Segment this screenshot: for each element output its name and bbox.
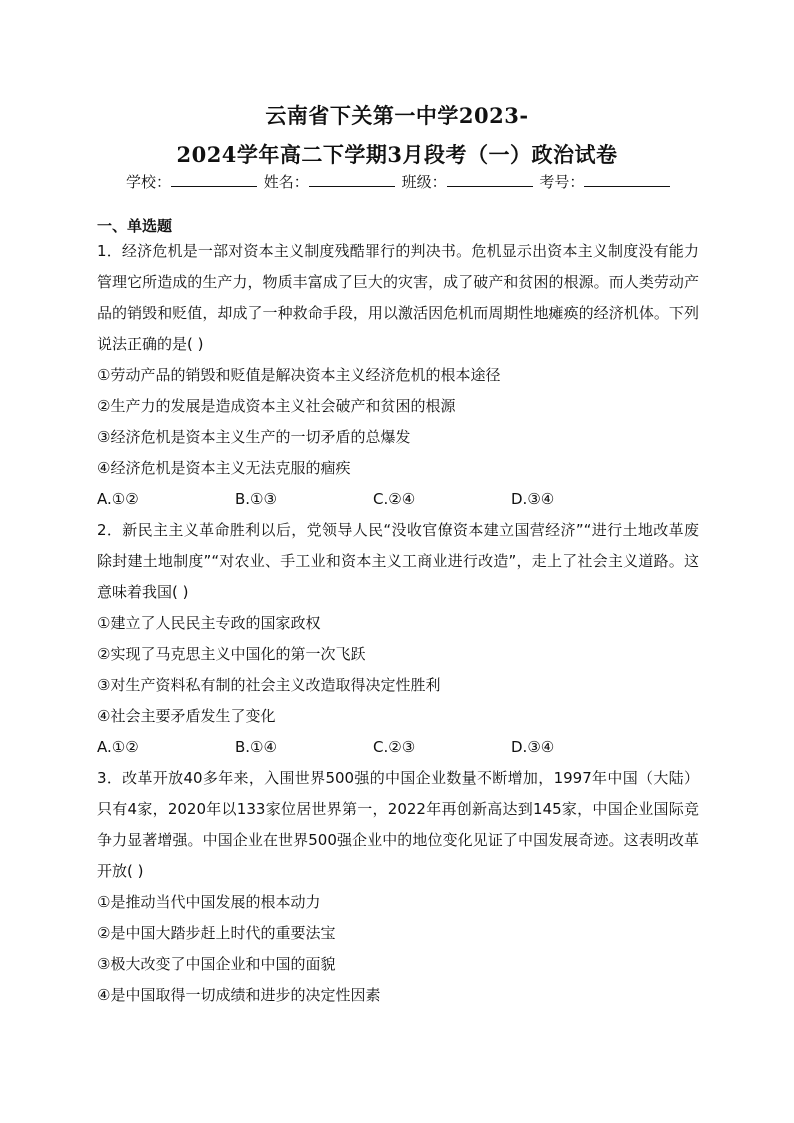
question-1-item: ①劳动产品的销毁和贬值是解决资本主义经济危机的根本途径 [97, 366, 501, 384]
question-2-item: ②实现了马克思主义中国化的第一次飞跃 [97, 645, 366, 663]
school-label: 学校： [126, 173, 172, 191]
student-info [126, 171, 672, 192]
question-3-item: ①是推动当代中国发展的根本动力 [97, 893, 321, 911]
question-2-item: ③对生产资料私有制的社会主义改造取得决定性胜利 [97, 676, 441, 694]
question-2-choices [97, 732, 699, 763]
question-2-item: ④社会主要矛盾发生了变化 [97, 707, 276, 725]
choice-b: B.①③ [235, 490, 277, 508]
name-label: 姓名： [263, 173, 309, 191]
class-blank[interactable] [447, 174, 533, 187]
page-title-line1: 云南省下关第一中学2023- [265, 103, 529, 128]
page-title-line2: 2024学年高二下学期3月段考（一）政治试卷 [176, 142, 618, 167]
number-label: 考号： [539, 173, 585, 191]
question-3-item: ②是中国大踏步赶上时代的重要法宝 [97, 924, 336, 942]
question-1-stem: 1．经济危机是一部对资本主义制度残酷罪行的判决书。危机显示出资本主义制度没有能力管理它所造成的生产力，物质丰富成了巨大的灾害，成了破产和贫困的根源。而人类劳动产品的销毁和贬值，却成了一种救命手段，用以激活因危机而周期性地瘫痪的经济机体。下列说法正确的是( ) [97, 242, 699, 353]
question-1-item: ④经济危机是资本主义无法克服的痼疾 [97, 459, 351, 477]
class-label: 班级： [401, 173, 447, 191]
choice-d: D.③④ [511, 738, 555, 756]
school-blank[interactable] [171, 174, 257, 187]
question-2-stem: 2．新民主主义革命胜利以后，党领导人民“没收官僚资本建立国营经济”“进行土地改革废除封建土地制度”“对农业、手工业和资本主义工商业进行改造”，走上了社会主义道路。这意味着我国( ) [97, 521, 699, 601]
question-3-item: ④是中国取得一切成绩和进步的决定性因素 [97, 986, 381, 1004]
choice-c: C.②③ [373, 738, 416, 756]
question-1-item: ③经济危机是资本主义生产的一切矛盾的总爆发 [97, 428, 411, 446]
choice-a: A.①② [97, 490, 139, 508]
question-2-item: ①建立了人民民主专政的国家政权 [97, 614, 321, 632]
question-3-item: ③极大改变了中国企业和中国的面貌 [97, 955, 336, 973]
question-3-stem: 3．改革开放40多年来，入围世界500强的中国企业数量不断增加，1997年中国（大陆）只有4家，2020年以133家位居世界第一，2022年再创新高达到145家，中国企业国际竞争力显著增强。中国企业在世界500强企业中的地位变化见证了中国发展奇迹。这表明改革开放( ) [97, 769, 699, 880]
choice-a: A.①② [97, 738, 139, 756]
question-1-choices [97, 484, 699, 515]
name-blank[interactable] [309, 174, 395, 187]
choice-b: B.①④ [235, 738, 277, 756]
choice-d: D.③④ [511, 490, 555, 508]
question-1-item: ②生产力的发展是造成资本主义社会破产和贫困的根源 [97, 397, 456, 415]
section-heading: 一、单选题 [97, 217, 173, 235]
choice-c: C.②④ [373, 490, 416, 508]
number-blank[interactable] [584, 174, 670, 187]
question-list [97, 236, 699, 1011]
